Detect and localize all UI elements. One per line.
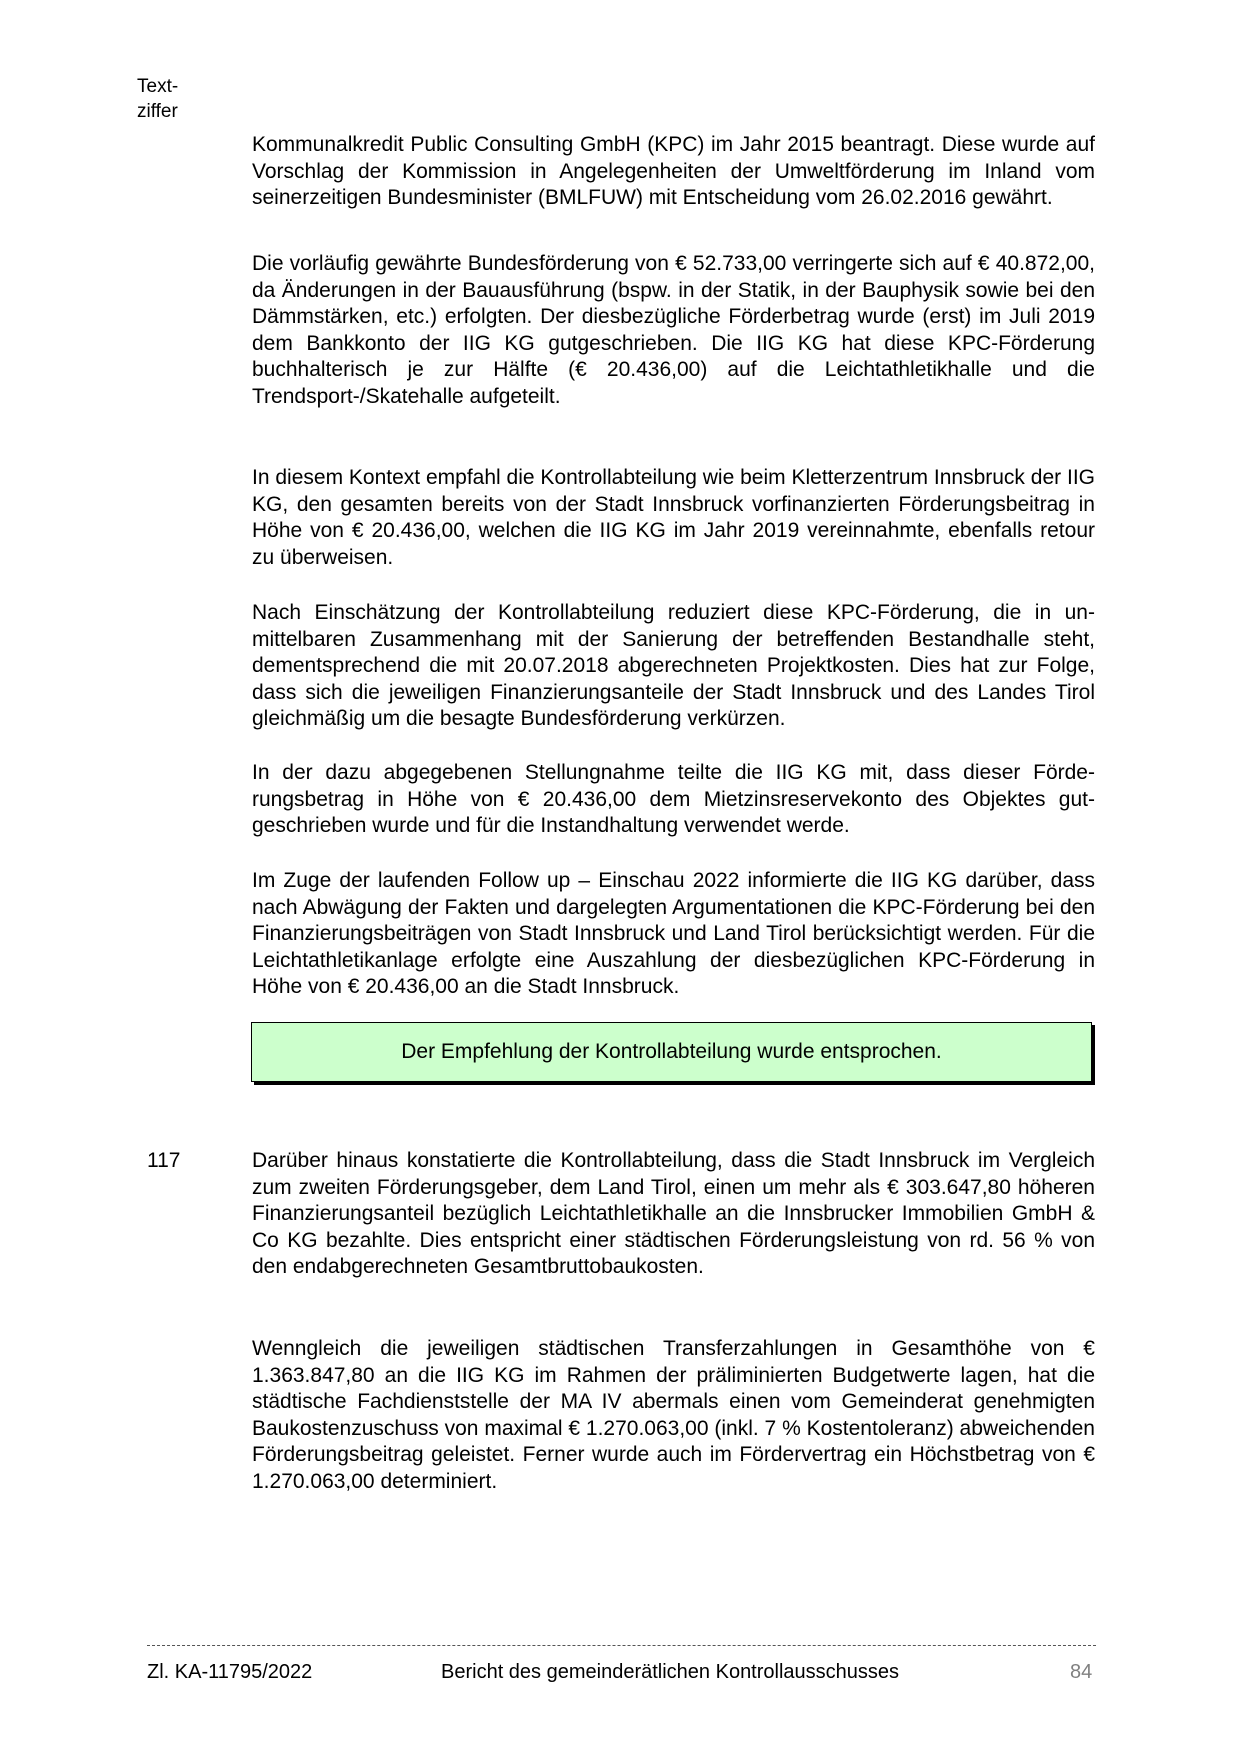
recommendation-result-box [251, 1022, 1092, 1082]
paragraph-117-funding-share: Darüber hinaus konstatierte die Kontrollabteilung, dass die Stadt Innsbruck im Vergleich zum zweiten Förderungsgeber, dem Land Tirol, einen um mehr als € 303.647,80 höheren Finanzierungsanteil bezüglich Leichtathletikhalle an die Innsbrucker Immobilien GmbH & Co KG bezahlte. Dies entspricht einer städtischen Förderungsleistung von rd. 56 % von den endabgerechneten Gesamtbruttobaukosten. [252, 1149, 1095, 1278]
paragraph-follow-up: Im Zuge der laufenden Follow up – Einschau 2022 informierte die IIG KG darüber, dass nach Abwägung der Fakten und dargelegten Argumentationen die KPC-Förderung bei den Finanzierungsbeiträgen von Stadt Innsbruck und Land Tirol berücksichtigt werden. Für die Leichtathletikanlage erfolgte eine Auszahlung der diesbezüglichen KPC-Förderung in Höhe von € 20.436,00 an die Stadt Innsbruck. [252, 869, 1095, 998]
footer-page-number: 84 [1070, 1661, 1093, 1683]
margin-label-line1: Text- [137, 76, 179, 97]
paragraph-117-transfer-payments: Wenngleich die jeweiligen städtischen Transferzahlungen in Gesamthöhe von € 1.363.847,80 an die IIG KG im Rahmen der präliminierten Budgetwerte lagen, hat die städtische Fachdienststelle der MA IV abermals einen vom Gemeinderat genehmigten Baukostenzuschuss von maximal € 1.270.063,00 (inkl. 7 % Kostentoleranz) abweichenden Förderungsbeitrag geleistet. Ferner wurde auch im Fördervertrag ein Höchstbetrag von € 1.270.063,00 determiniert. [252, 1337, 1095, 1493]
footer-divider [147, 1645, 1096, 1646]
paragraph-recommendation: In diesem Kontext empfahl die Kontrollabteilung wie beim Kletterzentrum Innsbruck der IIG KG, den gesamten bereits von der Stadt Innsbruck vorfinanzierten Förderungsbeitrag in Höhe von € 20.436,00, welchen die IIG KG im Jahr 2019 vereinnahmte, ebenfalls retour zu überweisen. [252, 466, 1095, 569]
textziffer-margin-label [137, 74, 178, 124]
paragraph-statement: In der dazu abgegebenen Stellungnahme teilte die IIG KG mit, dass dieser Förderungsbetrag in Höhe von € 20.436,00 dem Mietzinsreservekonto des Objektes gutgeschrieben wurde und für die Instandhaltung verwendet werde. [252, 761, 1095, 837]
textziffer-number-117: 117 [147, 1149, 181, 1172]
paragraph-kpc-application: Kommunalkredit Public Consulting GmbH (KPC) im Jahr 2015 beantragt. Diese wurde auf Vorschlag der Kommission in Angelegenheiten der Umweltförderung im Inland vom seinerzeitigen Bundesminister (BMLFUW) mit Entscheidung vom 26.02.2016 gewährt. [252, 133, 1095, 209]
footer-reference: Zl. KA-11795/2022 [147, 1661, 313, 1683]
margin-label-line2: ziffer [137, 101, 178, 122]
footer-report-title: Bericht des gemeinderätlichen Kontrollausschusses [441, 1661, 900, 1683]
paragraph-federal-funding: Die vorläufig gewährte Bundesförderung von € 52.733,00 verringerte sich auf € 40.872,00, da Änderungen in der Bauausführung (bspw. in der Statik, in der Bauphysik sowie bei den Dämmstärken, etc.) erfolgten. Der diesbezügliche Förderbetrag wurde (erst) im Juli 2019 dem Bankkonto der IIG KG gutgeschrieben. Die IIG KG hat diese KPC-Förderung buchhalterisch je zur Hälfte (€ 20.436,00) auf die Leichtathletikhalle und die Trendsport-/Skatehalle aufgeteilt. [252, 252, 1095, 408]
paragraph-assessment: Nach Einschätzung der Kontrollabteilung reduziert diese KPC-Förderung, die in unmittelbaren Zusammenhang mit der Sanierung der betreffenden Bestandhalle steht, dementsprechend die mit 20.07.2018 abgerechneten Projektkosten. Dies hat zur Folge, dass sich die jeweiligen Finanzierungsanteile der Stadt Innsbruck und des Landes Tirol gleichmäßig um die besagte Bundesförderung verkürzen. [252, 601, 1095, 730]
recommendation-result-text: Der Empfehlung der Kontrollabteilung wurde entsprochen. [401, 1040, 942, 1063]
